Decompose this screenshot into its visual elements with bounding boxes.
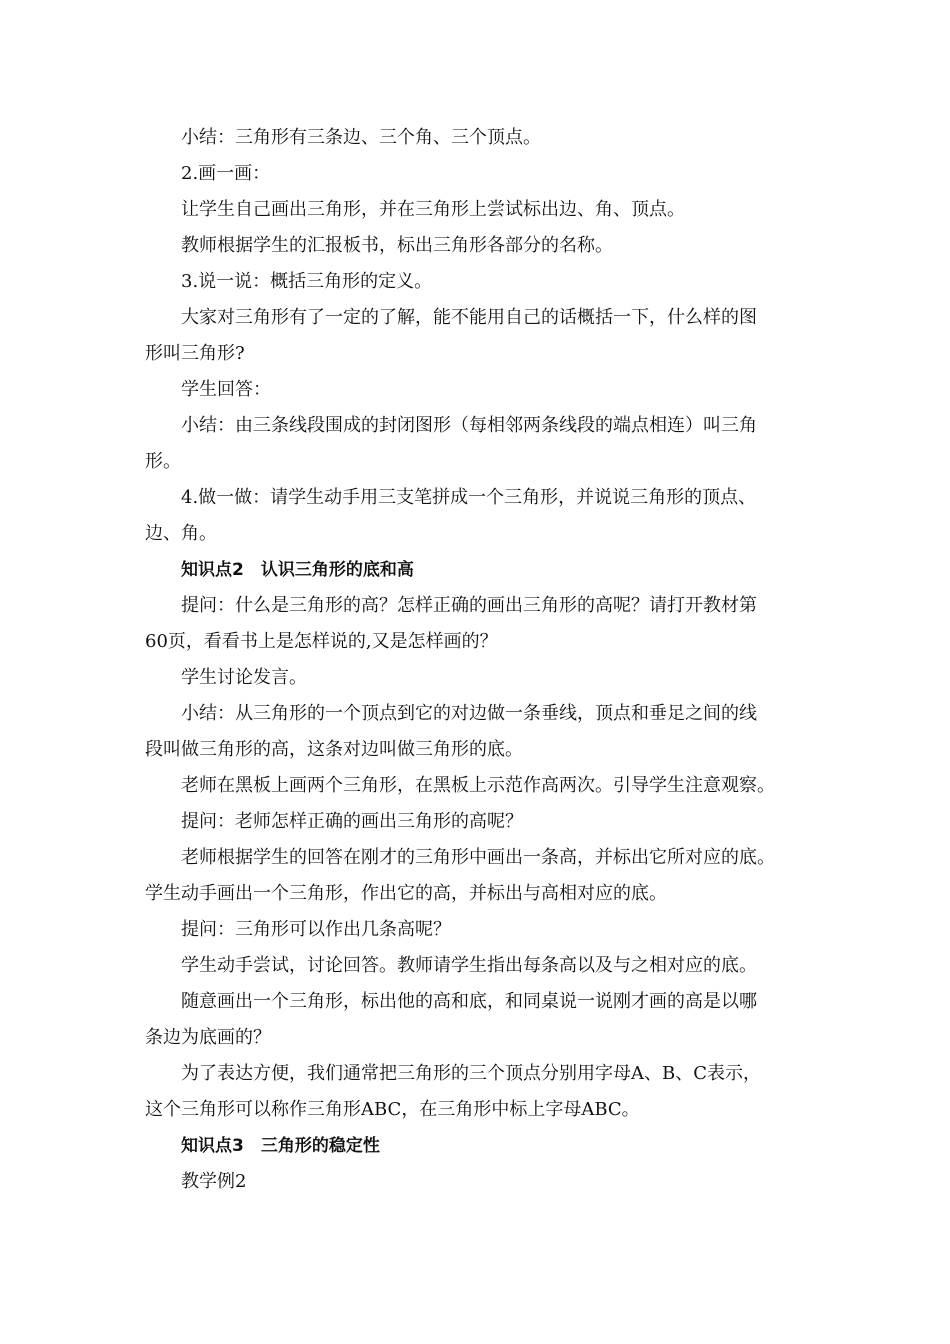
paragraph-line: 形叫三角形? [145,343,245,364]
paragraph-question-count: 提问：三角形可以作出几条高呢？ [181,919,451,940]
paragraph-student-answer: 学生回答： [181,379,271,400]
paragraph-example-2: 教学例2 [181,1171,247,1192]
paragraph-line: 边、角。 [145,523,217,544]
paragraph-discussion: 学生讨论发言。 [181,667,307,688]
paragraph-line: 小结：从三角形的一个顶点到它的对边做一条垂线，顶点和垂足之间的线 [181,703,757,724]
paragraph-summary-height [145,696,815,768]
paragraph-teacher-board: 教师根据学生的汇报板书，标出三角形各部分的名称。 [181,235,613,256]
paragraph-line: 60页，看看书上是怎样说的,又是怎样画的？ [145,631,498,652]
paragraph-question-teacher: 提问：老师怎样正确的画出三角形的高呢？ [181,811,523,832]
paragraph-draw-instruction: 让学生自己画出三角形，并在三角形上尝试标出边、角、顶点。 [181,199,685,220]
paragraph-abc-notation [145,1056,815,1128]
paragraph-teacher-draw-height [145,840,815,912]
paragraph-line: 条边为底画的？ [145,1027,271,1048]
paragraph-line: 段叫做三角形的高，这条对边叫做三角形的底。 [145,739,523,760]
paragraph-line: 小结：由三条线段围成的封闭图形（每相邻两条线段的端点相连）叫三角 [181,415,757,436]
paragraph-step-draw: 2.画一画： [181,163,271,184]
paragraph-student-try: 学生动手尝试，讨论回答。教师请学生指出每条高以及与之相对应的底。 [181,955,757,976]
section-heading-base-height: 知识点2 认识三角形的底和高 [181,560,414,580]
paragraph-line: 随意画出一个三角形，标出他的高和底，和同桌说一说刚才画的高是以哪 [181,991,757,1012]
paragraph-random-triangle [145,984,815,1056]
paragraph-line: 学生动手画出一个三角形，作出它的高，并标出与高相对应的底。 [145,883,667,904]
paragraph-line: 这个三角形可以称作三角形ABC，在三角形中标上字母ABC。 [145,1099,640,1120]
paragraph-question-height [145,588,815,660]
paragraph-line: 为了表达方便，我们通常把三角形的三个顶点分别用字母A、B、C表示， [181,1063,761,1084]
paragraph-line: 4.做一做：请学生动手用三支笔拼成一个三角形，并说说三角形的顶点、 [181,487,757,508]
paragraph-step-say: 3.说一说：概括三角形的定义。 [181,271,433,292]
section-heading-stability: 知识点3 三角形的稳定性 [181,1136,380,1156]
paragraph-line: 形。 [145,451,181,472]
paragraph-summary-parts: 小结：三角形有三条边、三个角、三个顶点。 [181,127,541,148]
paragraph-line: 提问：什么是三角形的高？怎样正确的画出三角形的高呢？请打开教材第 [181,595,757,616]
paragraph-summary-definition [145,408,815,480]
paragraph-line: 老师根据学生的回答在刚才的三角形中画出一条高，并标出它所对应的底。 [181,847,775,868]
document-body [145,120,815,1200]
paragraph-teacher-demo: 老师在黑板上画两个三角形，在黑板上示范作高两次。引导学生注意观察。 [181,775,775,796]
paragraph-line: 大家对三角形有了一定的了解，能不能用自己的话概括一下，什么样的图 [181,307,757,328]
paragraph-step-do [145,480,815,552]
paragraph-define-question [145,300,815,372]
